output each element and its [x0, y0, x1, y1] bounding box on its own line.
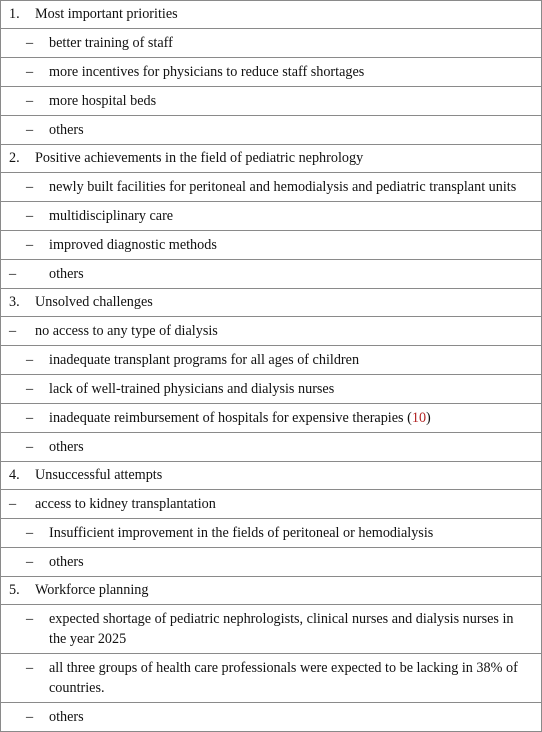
list-item [0, 173, 542, 202]
list-item [0, 202, 542, 231]
section-number: 5. [9, 582, 20, 598]
dash-marker: – [26, 439, 34, 455]
list-item [0, 260, 542, 289]
list-item-text: others [49, 709, 84, 725]
dash-marker: – [26, 525, 34, 541]
list-item-suffix: ) [426, 410, 431, 426]
section-number: 4. [9, 467, 20, 483]
list-item [0, 317, 542, 346]
section-number: 2. [9, 150, 20, 166]
list-item-text: more hospital beds [49, 93, 157, 109]
list-item [0, 703, 542, 732]
dash-marker: – [9, 496, 17, 512]
dash-marker: – [26, 554, 34, 570]
list-item [0, 58, 542, 87]
list-item-text: access to kidney transplantation [35, 496, 216, 512]
list-item [0, 346, 542, 375]
list-item-text: others [49, 122, 84, 138]
list-item [0, 116, 542, 145]
dash-marker: – [9, 323, 17, 339]
dash-marker: – [26, 410, 34, 426]
dash-marker: – [26, 611, 34, 627]
section-number: 3. [9, 294, 20, 310]
list-item [0, 231, 542, 260]
list-item-text: all three groups of health care professionals were expected to be lacking in 38% of countries. [49, 660, 518, 696]
section-title: Positive achievements in the field of pediatric nephrology [35, 150, 364, 166]
list-item [0, 433, 542, 462]
list-item-text: multidisciplinary care [49, 208, 174, 224]
list-item-text: Insufficient improvement in the fields of peritoneal or hemodialysis [49, 525, 434, 541]
dash-marker: – [26, 93, 34, 109]
section-title: Workforce planning [35, 582, 149, 598]
section-header [0, 1, 542, 29]
list-item-text: improved diagnostic methods [49, 237, 217, 253]
list-item-text: no access to any type of dialysis [35, 323, 218, 339]
dash-marker: – [26, 64, 34, 80]
section-header [0, 462, 542, 490]
dash-marker: – [26, 35, 34, 51]
dash-marker: – [26, 237, 34, 253]
dash-marker: – [26, 208, 34, 224]
section-header [0, 577, 542, 605]
list-item-text: inadequate transplant programs for all ages of children [49, 352, 360, 368]
dash-marker: – [26, 352, 34, 368]
list-item-text: lack of well-trained physicians and dialysis nurses [49, 381, 335, 397]
list-item-text: expected shortage of pediatric nephrologists, clinical nurses and dialysis nurses in the year 2025 [49, 611, 514, 647]
list-item-text: more incentives for physicians to reduce staff shortages [49, 64, 365, 80]
dash-marker: – [26, 381, 34, 397]
list-item [0, 29, 542, 58]
list-item-text: better training of staff [49, 35, 173, 51]
dash-marker: – [26, 122, 34, 138]
list-item-text: others [49, 554, 84, 570]
list-item [0, 654, 542, 703]
list-item [0, 548, 542, 577]
list-item-text: others [49, 266, 84, 282]
section-title: Unsolved challenges [35, 294, 153, 310]
list-item [0, 490, 542, 519]
dash-marker: – [26, 709, 34, 725]
list-item [0, 404, 542, 433]
list-item-text: inadequate reimbursement of hospitals for expensive therapies ( [49, 410, 412, 426]
dash-marker: – [9, 266, 17, 282]
list-item [0, 87, 542, 116]
section-title: Unsuccessful attempts [35, 467, 163, 483]
dash-marker: – [26, 660, 34, 676]
section-header [0, 145, 542, 173]
list-item-text: newly built facilities for peritoneal and hemodialysis and pediatric transplant units [49, 179, 517, 195]
section-number: 1. [9, 6, 20, 22]
section-header [0, 289, 542, 317]
list-item-text: others [49, 439, 84, 455]
reference-link[interactable]: 10 [411, 410, 427, 426]
list-item [0, 375, 542, 404]
list-item [0, 519, 542, 548]
list-item [0, 605, 542, 654]
section-title: Most important priorities [35, 6, 178, 22]
dash-marker: – [26, 179, 34, 195]
